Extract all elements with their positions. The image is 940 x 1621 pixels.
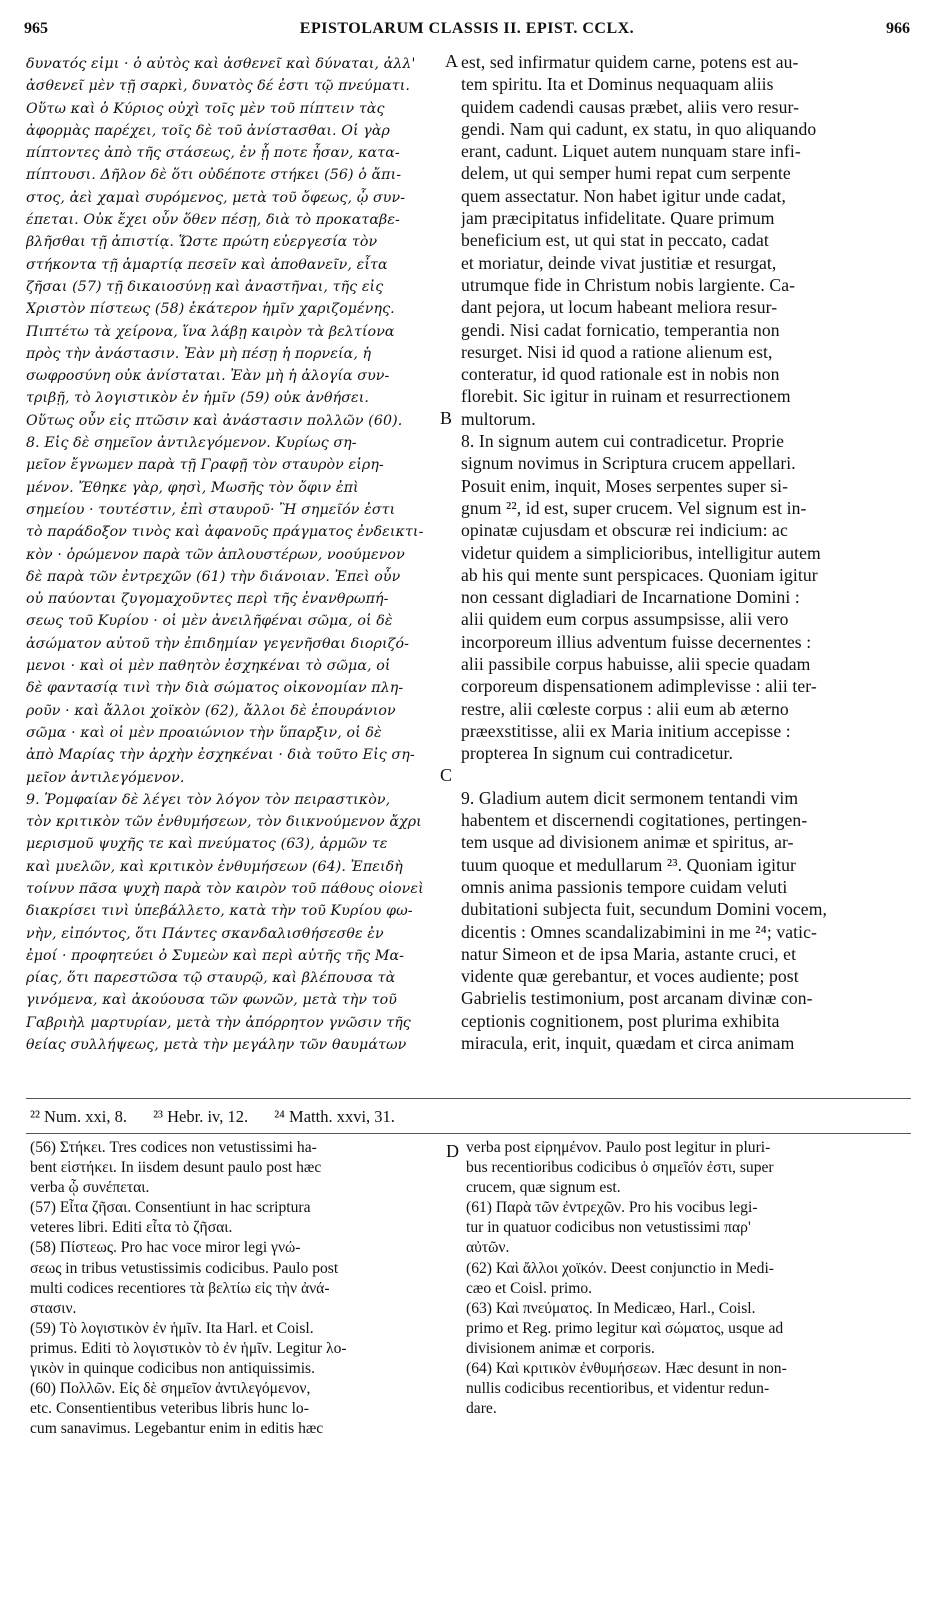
greek-text-line: 9. Ῥομφαίαν δὲ λέγει τὸν λόγον τὸν πειραστικὸν,: [26, 791, 391, 808]
footnote-line: nullis codicibus recentioribus, et videntur redun-: [466, 1380, 770, 1398]
greek-text-line: μεῖον ἔγνωμεν παρὰ τῇ Γραφῇ τὸν σταυρὸν εἰρη-: [26, 457, 384, 474]
footnote-line: verba ᾧ συνέπεται.: [30, 1179, 150, 1197]
footnote-line: (64) Καὶ κριτικὸν ἐνθυμήσεων. Hæc desunt in non-: [466, 1360, 787, 1378]
greek-text-line: ἐμοί · προφητεύει ὁ Συμεὼν καὶ περὶ αὐτῆς τῆς Μα-: [26, 947, 405, 964]
page-title: EPISTOLARUM CLASSIS II. EPIST. CCLX.: [299, 20, 635, 37]
latin-text-line: restre, alii cœleste corpus : alii eum ab æterno: [461, 698, 789, 719]
running-header: [24, 20, 910, 46]
greek-text-line: Γαβριὴλ μαρτυρίαν, μετὰ τὴν ἀπόρρητον γνῶσιν τῆς: [26, 1014, 411, 1031]
footnote-line: αὐτῶν.: [466, 1239, 510, 1257]
latin-text-line: [461, 765, 911, 787]
latin-text-line: et moriatur, deinde vivat justitiæ et resurgat,: [461, 252, 777, 273]
latin-text-line: corporeum dispensationem adimplevisse : alii ter-: [461, 676, 817, 697]
greek-text-line: τὸν κριτικὸν τῶν ἐνθυμήσεων, τὸν διικνούμενον ἄχρι: [26, 814, 422, 831]
footnotes-left-column: [30, 1138, 450, 1439]
column-divider-line: [26, 1098, 911, 1099]
greek-text-line: Χριστὸν πίστεως (58) ἑκάτερον ἡμῖν χαριζομένης.: [26, 301, 395, 318]
greek-text-line: γινόμενα, καὶ ἀκούουσα τῶν φωνῶν, μετὰ τὴν τοῦ: [26, 992, 397, 1009]
latin-text-line: gnum ²², id est, super crucem. Vel signum est in-: [461, 497, 807, 518]
footnote-line: multi codices recentiores τὰ βελτίω εἰς τὴν ἀνά-: [30, 1279, 330, 1297]
latin-text-line: est, sed infirmatur quidem carne, potens est au-: [461, 52, 799, 72]
greek-text-line: πίπτουσι. Δῆλον δὲ ὅτι οὐδέποτε στήκει (56) ὁ ἄπι-: [26, 167, 402, 184]
footnote-line: veteres libri. Editi εἶτα τὸ ζῆσαι.: [30, 1219, 233, 1237]
latin-text-line: dubitationi subjecta fuit, secundum Domini vocem,: [461, 899, 827, 920]
greek-text-line: σεως τοῦ Κυρίου · οἱ μὲν ἀνειλῆφέναι σῶμα, οἱ δὲ: [26, 613, 393, 630]
footnote-line: primus. Editi τὸ λογιστικὸν τὸ ἐν ἡμῖν. Legitur λο-: [30, 1339, 347, 1357]
greek-text-line: δὲ φαντασίᾳ τινὶ τὴν διὰ σώματος οἰκονομίαν πλη-: [26, 680, 404, 697]
latin-text-line: jam præcipitatus infidelitate. Quare primum: [461, 208, 775, 229]
greek-text-line: ἀσώματον αὐτοῦ τὴν ἐπιδημίαν γεγενῆσθαι διοριζό-: [26, 635, 409, 652]
greek-text-line: βλῆσθαι τῇ ἀπιστίᾳ. Ὥστε πρώτη εὐεργεσία τὸν: [26, 234, 378, 251]
latin-text-line: non cessant digladiari de Incarnatione Domini :: [461, 587, 800, 608]
footnote-line: divisionem animæ et corporis.: [466, 1339, 655, 1357]
latin-text-line: 9. Gladium autem dicit sermonem tentandi vim: [461, 787, 799, 808]
footnote-line: cæo et Coisl. primo.: [466, 1279, 593, 1297]
greek-text-line: διακρίσει τινὶ ὑπεβάλλετο, κατὰ τὴν τοῦ Κυρίου φω-: [26, 903, 413, 920]
latin-text-line: dicentis : Omnes scandalizabimini in me ²⁴; vatic-: [461, 921, 817, 942]
latin-text-line: tem spiritu. Ita et Dominus nequaquam aliis: [461, 74, 774, 95]
greek-text-line: τριβῇ, τὸ λογιστικὸν ἐν ἡμῖν (59) οὐκ ἀνθήσει.: [26, 390, 370, 407]
footnote-line: (63) Καὶ πνεύματος. In Medicæo, Harl., Coisl.: [466, 1299, 756, 1317]
greek-text-line: στος, ἀεὶ χαμαὶ συρόμενος, μετὰ τοῦ ὄφεως, ᾧ συν-: [26, 189, 406, 206]
latin-text-line: resurget. Nisi id quod a ratione alienum est,: [461, 341, 773, 362]
latin-text-line: natur Simeon et de ipsa Maria, astante cruci, et: [461, 943, 797, 964]
greek-text-line: σωφροσύνη οὐκ ἀνίσταται. Ἐὰν μὴ ἡ ἀλογία συν-: [26, 368, 390, 385]
scripture-references: [30, 1107, 417, 1127]
latin-text-line: quidem cadendi causas præbet, aliis vero resur-: [461, 96, 800, 117]
greek-text-line: πίπτοντες ἀπὸ τῆς στάσεως, ἐν ᾗ ποτε ἦσαν, κατα-: [26, 145, 400, 162]
latin-text-line: utrumque fide in Christum nobis largiente. Ca-: [461, 274, 796, 295]
greek-text-line: 8. Εἰς δὲ σημεῖον ἀντιλεγόμενον. Κυρίως ση-: [26, 435, 357, 452]
latin-text-line: delem, ut qui semper humi repat cum serpente: [461, 163, 791, 184]
latin-text-line: ceptionis cognitionem, post plurima exhibita: [461, 1010, 780, 1031]
footnote-line: bus recentioribus codicibus ὁ σημεῖόν ἐστι, super: [466, 1159, 774, 1177]
footnotes-right-column: [466, 1138, 911, 1419]
greek-text-line: σῶμα · καὶ οἱ μὲν προαιώνιον τὴν ὕπαρξιν, οἱ δὲ: [26, 724, 382, 741]
footnote-line: (58) Πίστεως. Pro hac voce miror legi γνώ-: [30, 1239, 301, 1257]
greek-text-line: τὸ παράδοξον τινὸς καὶ ἀφανοῦς πράγματος ἐνδεικτι-: [26, 524, 424, 541]
footnote-line: primo et Reg. primo legitur καὶ σώματος, usque ad: [466, 1319, 784, 1337]
greek-text-line: έπεται. Οὐκ ἔχει οὖν ὅθεν πέσῃ, διὰ τὸ προκαταβε-: [26, 212, 400, 229]
footnote-line: etc. Consentientibus veteribus libris hunc lo-: [30, 1400, 309, 1418]
latin-text-line: incorporeum illius adventum fuisse decernentes :: [461, 631, 812, 652]
greek-text-line: ροῦν · καὶ ἄλλοι χοϊκὸν (62), ἄλλοι δὲ ἐπουράνιον: [26, 702, 396, 719]
greek-text-line: νὴν, εἰπόντος, ὅτι Πάντες σκανδαλισθήσεσθε ἐν: [26, 925, 384, 942]
latin-text-line: quem assectatur. Non habet igitur unde cadat,: [461, 185, 786, 206]
greek-text-line: καὶ μυελῶν, καὶ κριτικὸν ἐνθυμήσεων (64). Ἐπειδὴ: [26, 858, 403, 875]
latin-text-line: alii quidem eum corpus assumpsisse, alii vero: [461, 609, 789, 630]
greek-text-line: ἀπὸ Μαρίας τὴν ἀρχὴν ἐσχηκέναι · διὰ τοῦτο Εἰς ση-: [26, 747, 415, 764]
footnote-line: bent εἱστήκει. In iisdem desunt paulo post hæc: [30, 1159, 322, 1177]
latin-text-line: 8. In signum autem cui contradicetur. Proprie: [461, 431, 785, 452]
footnote-line: (61) Παρὰ τῶν ἐντρεχῶν. Pro his vocibus legi-: [466, 1199, 758, 1217]
footnote-line: (59) Τὸ λογιστικὸν ἐν ἡμῖν. Ita Harl. et Coisl.: [30, 1319, 314, 1337]
latin-text-line: florebit. Sic igitur in ruinam et resurrectionem: [461, 386, 791, 407]
greek-text-line: μεῖον ἀντιλεγόμενον.: [26, 769, 185, 786]
latin-text-line: ab his qui mente sunt perspicaces. Quoniam igitur: [461, 564, 818, 585]
latin-text-line: conteratur, id quod rationale est in nobis non: [461, 364, 780, 385]
greek-text-line: οὐ παύονται ζυγομαχοῦντες περὶ τῆς ἐνανθρωπή-: [26, 591, 389, 608]
latin-text-line: vidente quæ gerebantur, et voces audiente; post: [461, 966, 799, 987]
greek-text-line: μένον. Ἔθηκε γὰρ, φησὶ, Μωσῆς τὸν ὄφιν ἐπὶ: [26, 479, 359, 496]
margin-marker-c: C: [440, 765, 453, 785]
latin-text-line: beneficium est, ut qui stat in peccato, cadat: [461, 230, 769, 251]
margin-marker-d: D: [446, 1141, 459, 1161]
greek-text-line: τοίνυν πᾶσα ψυχὴ παρὰ τὸν καιρὸν τοῦ πάθους οἱονεὶ: [26, 880, 424, 897]
footnote-line: cum sanavimus. Legebantur enim in editis hæc: [30, 1420, 324, 1438]
greek-text-line: θείας συλλήψεως, μετὰ τὴν μεγάλην τῶν θαυμάτων: [26, 1037, 407, 1054]
latin-column: [461, 51, 911, 1054]
greek-text-line: μενοι · καὶ οἱ μὲν παθητὸν ἐσχηκέναι τὸ σῶμα, οἱ: [26, 658, 391, 675]
latin-text-line: alii passibile corpus habuisse, alii specie quadam: [461, 654, 811, 675]
greek-text-line: δὲ παρὰ τῶν ἐντρεχῶν (61) τὴν διάνοιαν. Ἐπεὶ οὖν: [26, 568, 401, 585]
greek-text-line: ζῆσαι (57) τῇ δικαιοσύνῃ καὶ ἀναστῆναι, τῆς εἰς: [26, 278, 384, 295]
latin-text-line: gendi. Nisi cadat fornicatio, temperantia non: [461, 319, 780, 340]
scripture-ref: ²³ Hebr. iv, 12.: [153, 1107, 249, 1126]
footnote-line: dare.: [466, 1400, 497, 1418]
latin-text-line: miracula, erit, inquit, quædam et circa animam: [461, 1033, 795, 1054]
latin-text-line: dant pejora, ut locum habeant meliora resur-: [461, 297, 778, 318]
footnote-line: crucem, quæ signum est.: [466, 1179, 621, 1197]
greek-text-line: δυνατός εἰμι · ὁ αὐτὸς καὶ ἀσθενεῖ καὶ δύναται, ἀλλ': [26, 56, 416, 72]
latin-text-line: habentem et discernendi cogitationes, pertingen-: [461, 810, 808, 831]
latin-text-line: opinatæ cujusdam et obscuræ rei indicium: ac: [461, 520, 788, 541]
latin-text-line: multorum.: [461, 408, 536, 429]
latin-text-line: propterea In signum cui contradicetur.: [461, 743, 734, 764]
footnote-line: στασιν.: [30, 1299, 77, 1317]
greek-text-line: ἀσθενεῖ μὲν τῇ σαρκὶ, δυνατὸς δέ ἐστι τῷ πνεύματι.: [26, 78, 410, 95]
greek-text-line: ρίας, ὅτι παρεστῶσα τῷ σταυρῷ, καὶ βλέπουσα τὰ: [26, 970, 396, 987]
footnote-line: γικὸν in quinque codicibus non antiquissimis.: [30, 1360, 316, 1378]
latin-text-line: gendi. Nam qui cadunt, ex statu, in quo aliquando: [461, 118, 817, 139]
footnote-line: verba post εἰρημένον. Paulo post legitur in pluri-: [466, 1139, 771, 1156]
greek-text-line: κὸν · ὁρώμενον παρὰ τῶν ἁπλουστέρων, νοούμενον: [26, 546, 405, 563]
latin-text-line: omnis anima passionis tempore cuidam veluti: [461, 876, 788, 897]
footnote-line: (57) Εἶτα ζῆσαι. Consentiunt in hac scriptura: [30, 1199, 311, 1217]
greek-text-line: στήκοντα τῇ ἁμαρτίᾳ πεσεῖν καὶ ἀποθανεῖν, εἶτα: [26, 256, 388, 273]
greek-text-line: Οὕτω καὶ ὁ Κύριος οὐχὶ τοῖς μὲν τοῦ πίπτειν τὰς: [26, 100, 385, 117]
latin-text-line: tem usque ad divisionem animæ et spiritus, ar-: [461, 832, 794, 853]
greek-column: [26, 53, 451, 1056]
scripture-ref: ²⁴ Matth. xxvi, 31.: [274, 1107, 395, 1126]
latin-text-line: Gabrielis testimonium, post arcanam divinæ con-: [461, 988, 813, 1009]
footnote-line: σεως in tribus vetustissimis codicibus. Paulo post: [30, 1259, 339, 1277]
greek-text-line: Πιπτέτω τὰ χείρονα, ἵνα λάβῃ καιρὸν τὰ βελτίονα: [26, 323, 395, 340]
margin-marker-a: A: [445, 51, 458, 71]
greek-text-line: σημείου · τουτέστιν, ἐπὶ σταυροῦ· Ἢ σημεῖόν ἐστι: [26, 501, 396, 518]
latin-text-line: præexstitisse, alii ex Maria initium accepisse :: [461, 720, 791, 741]
greek-text-line: ἀφορμὰς παρέχει, τοῖς δὲ τοῦ ἀνίστασθαι. Οἱ γὰρ: [26, 122, 390, 139]
footnote-line: (56) Στήκει. Tres codices non vetustissimi ha-: [30, 1139, 317, 1156]
latin-text-line: Posuit enim, inquit, Moses serpentes super si-: [461, 475, 789, 496]
scripture-ref: ²² Num. xxi, 8.: [30, 1107, 127, 1126]
greek-text-line: μερισμοῦ ψυχῆς τε καὶ πνεύματος (63), ἁρμῶν τε: [26, 836, 388, 853]
notes-divider-line: [26, 1133, 911, 1134]
footnote-line: tur in quatuor codicibus non vetustissimi παρ': [466, 1219, 751, 1237]
latin-text-line: erant, cadunt. Liquet autem nunquam stare infi-: [461, 141, 801, 162]
latin-text-line: videtur quidem a simplicioribus, intelligitur autem: [461, 542, 821, 563]
page-number-right: 966: [886, 20, 910, 37]
greek-text-line: Οὕτως οὖν εἰς πτῶσιν καὶ ἀνάστασιν πολλῶν (60).: [26, 412, 403, 429]
margin-marker-b: B: [440, 408, 453, 428]
footnote-line: (62) Καὶ ἄλλοι χοϊκόν. Deest conjunctio in Medi-: [466, 1259, 774, 1277]
greek-text-line: πρὸς τὴν ἀνάστασιν. Ἐὰν μὴ πέσῃ ἡ πορνεία, ἡ: [26, 345, 372, 362]
footnote-line: (60) Πολλῶν. Εἰς δὲ σημεῖον ἀντιλεγόμενον,: [30, 1380, 311, 1398]
latin-text-line: tuum quoque et medullarum ²³. Quoniam igitur: [461, 854, 797, 875]
page-number-left: 965: [24, 20, 48, 37]
latin-text-line: signum novimus in Scriptura crucem appellari.: [461, 453, 796, 474]
